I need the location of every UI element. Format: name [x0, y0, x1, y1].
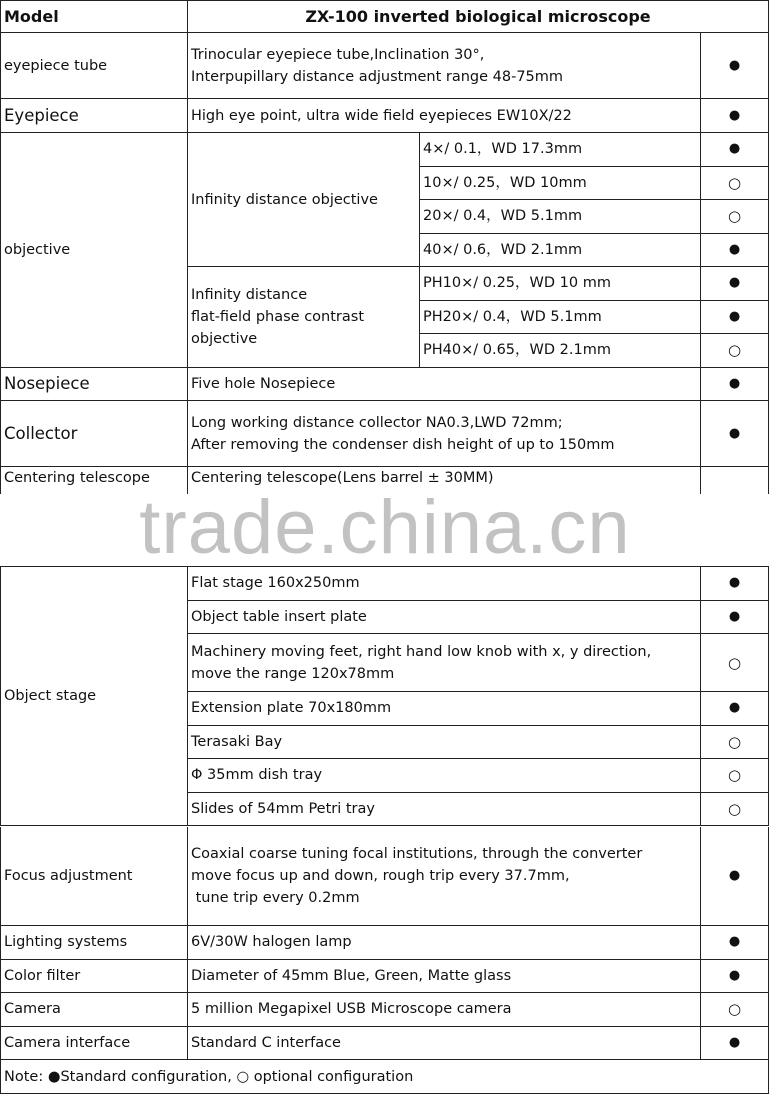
- eyepiece_tube-desc-line: Interpupillary distance adjustment range 48-75mm: [191, 68, 564, 85]
- objective-group-1: [188, 133, 420, 267]
- objective-spec-text: PH10×/ 0.25，WD 10 mm: [423, 275, 611, 292]
- objective-spec-text: 4×/ 0.1，WD 17.3mm: [423, 141, 583, 158]
- objective-mark-text: ●: [728, 308, 741, 324]
- objective-spec: [420, 301, 701, 335]
- object-stage-desc-line: Φ 35mm dish tray: [191, 767, 323, 784]
- eyepiece_tube-desc-lines: [191, 44, 563, 88]
- objective-mark-text: ○: [727, 173, 742, 192]
- objective-mark-text: ●: [728, 275, 741, 291]
- object-stage-mark: [701, 793, 769, 827]
- nosepiece-label-text: Nosepiece: [4, 374, 90, 393]
- objective-spec: [420, 133, 701, 167]
- object-stage-desc-line: Extension plate 70x180mm: [191, 700, 392, 717]
- eyepiece_tube-label: [0, 33, 188, 99]
- camera_interface-desc: [188, 1027, 701, 1061]
- color_filter-mark-text: ●: [728, 967, 741, 983]
- nosepiece-mark: [701, 368, 769, 401]
- objective-mark: [701, 167, 769, 201]
- objective-spec: [420, 200, 701, 234]
- camera_interface-label: [0, 1027, 188, 1061]
- collector-label: [0, 401, 188, 467]
- object-stage-mark: [701, 692, 769, 726]
- camera_interface-label-text: Camera interface: [4, 1034, 131, 1051]
- object-stage-mark-text: ●: [728, 700, 741, 716]
- object-stage-mark: [701, 759, 769, 793]
- focus-label-text: Focus adjustment: [4, 868, 133, 884]
- color_filter-mark: [701, 960, 769, 994]
- camera-mark: [701, 993, 769, 1027]
- objective-group-2: [188, 267, 420, 368]
- objective-group-1-lines: [191, 189, 378, 211]
- header-model: [0, 0, 188, 33]
- header-product-text: ZX-100 inverted biological microscope: [305, 6, 651, 26]
- nosepiece-mark-text: ●: [728, 376, 741, 391]
- object-stage-desc: [188, 759, 701, 793]
- eyepiece_tube-mark-text: ●: [728, 57, 741, 73]
- objective-spec-text: PH20×/ 0.4，WD 5.1mm: [423, 308, 602, 325]
- focus-desc-lines: [191, 843, 642, 909]
- object-stage-desc-lines: [191, 798, 375, 820]
- focus-desc: [188, 827, 701, 926]
- objective-mark-text: ●: [728, 141, 741, 157]
- focus-mark: [701, 827, 769, 926]
- object-stage-desc-line: Terasaki Bay: [191, 733, 283, 750]
- lighting-desc-line: 6V/30W halogen lamp: [191, 934, 352, 951]
- camera-desc-lines: [191, 998, 511, 1020]
- lighting-label-text: Lighting systems: [4, 934, 128, 951]
- object-stage-label-text: Object stage: [4, 688, 97, 704]
- object-stage-desc-lines: [191, 697, 391, 719]
- object-stage-mark-text: ○: [727, 732, 742, 751]
- color_filter-desc: [188, 960, 701, 994]
- centering-desc-line: Centering telescope(Lens barrel ± 30MM): [191, 470, 494, 486]
- object-stage-desc-line: Flat stage 160x250mm: [191, 575, 360, 592]
- focus-desc-line: move focus up and down, rough trip every 37.7mm,: [191, 868, 570, 884]
- objective-spec-text: PH40×/ 0.65，WD 2.1mm: [423, 342, 611, 359]
- object-stage-desc-line: move the range 120x78mm: [191, 665, 395, 682]
- eyepiece-mark-text: ●: [728, 107, 741, 123]
- color_filter-desc-lines: [191, 965, 511, 987]
- color_filter-desc-line: Diameter of 45mm Blue, Green, Matte glass: [191, 967, 512, 984]
- objective-mark: [701, 301, 769, 335]
- nosepiece-desc-lines: [191, 373, 335, 395]
- focus-mark-text: ●: [728, 868, 741, 883]
- object-stage-desc: [188, 601, 701, 635]
- objective-mark: [701, 267, 769, 301]
- object-stage-mark: [701, 601, 769, 635]
- lighting-mark-text: ●: [728, 934, 741, 950]
- eyepiece-label: [0, 99, 188, 133]
- color_filter-label-text: Color filter: [4, 967, 81, 984]
- eyepiece_tube-desc: [188, 33, 701, 99]
- eyepiece-label-text: Eyepiece: [4, 105, 79, 125]
- objective-spec: [420, 267, 701, 301]
- object-stage-mark: [701, 567, 769, 601]
- camera_interface-desc-line: Standard C interface: [191, 1034, 341, 1051]
- objective-mark-text: ○: [727, 341, 742, 360]
- objective-spec: [420, 334, 701, 368]
- collector-desc-line: Long working distance collector NA0.3,LWD 72mm;: [191, 414, 563, 431]
- lighting-desc-lines: [191, 931, 352, 953]
- camera-label-text: Camera: [4, 1001, 61, 1018]
- objective-mark: [701, 133, 769, 167]
- objective-spec: [420, 234, 701, 268]
- collector-label-text: Collector: [4, 423, 78, 443]
- object-stage-mark-text: ○: [727, 653, 742, 672]
- object-stage-mark: [701, 726, 769, 760]
- object-stage-desc: [188, 634, 701, 692]
- objective-spec-text: 40×/ 0.6，WD 2.1mm: [423, 241, 583, 258]
- object-stage-mark-text: ●: [728, 575, 741, 591]
- collector-desc-lines: [191, 412, 615, 456]
- eyepiece_tube-mark: [701, 33, 769, 99]
- nosepiece-label: [0, 368, 188, 401]
- header-product: [188, 0, 769, 33]
- collector-mark: [701, 401, 769, 467]
- object-stage-desc: [188, 793, 701, 827]
- objective-group-2-lines: [191, 284, 364, 350]
- collector-mark-text: ●: [728, 425, 741, 441]
- camera_interface-mark-text: ●: [728, 1034, 741, 1050]
- eyepiece_tube-label-text: eyepiece tube: [4, 57, 108, 74]
- camera-mark-text: ○: [727, 1000, 742, 1019]
- object-stage-label: [0, 567, 188, 826]
- object-stage-desc: [188, 726, 701, 760]
- focus-desc-line: tune trip every 0.2mm: [191, 890, 360, 906]
- object-stage-desc-lines: [191, 641, 651, 685]
- eyepiece_tube-desc-line: Trinocular eyepiece tube,Inclination 30°,: [191, 46, 485, 63]
- objective-spec: [420, 167, 701, 201]
- centering-label-text: Centering telescope: [4, 470, 150, 486]
- object-stage-mark: [701, 634, 769, 692]
- camera_interface-mark: [701, 1027, 769, 1061]
- objective-mark-text: ●: [728, 241, 741, 257]
- collector-desc-line: After removing the condenser dish height of up to 150mm: [191, 436, 615, 453]
- camera-desc: [188, 993, 701, 1027]
- objective-mark: [701, 200, 769, 234]
- focus-label: [0, 827, 188, 926]
- objective-spec-text: 20×/ 0.4，WD 5.1mm: [423, 208, 583, 225]
- objective-group-1-line: Infinity distance objective: [191, 191, 378, 208]
- objective-mark: [701, 334, 769, 368]
- camera_interface-desc-lines: [191, 1032, 341, 1054]
- note-text: Note: ●Standard configuration, ○ optional configuration: [4, 1068, 414, 1085]
- eyepiece-desc: [188, 99, 701, 133]
- objective-spec-text: 10×/ 0.25，WD 10mm: [423, 174, 587, 191]
- objective-mark-text: ○: [727, 207, 742, 226]
- objective-group-2-line: Infinity distance: [191, 286, 308, 303]
- objective-label-text: objective: [4, 241, 71, 258]
- objective-group-2-line: objective: [191, 330, 258, 347]
- watermark: trade.china.cn: [139, 485, 631, 570]
- object-stage-desc-line: Slides of 54mm Petri tray: [191, 800, 375, 817]
- object-stage-mark-text: ○: [727, 766, 742, 785]
- note: [0, 1060, 769, 1094]
- eyepiece-desc-lines: [191, 105, 572, 127]
- objective-group-2-line: flat-field phase contrast: [191, 308, 365, 325]
- objective-mark: [701, 234, 769, 268]
- lighting-label: [0, 926, 188, 960]
- object-stage-desc-lines: [191, 606, 367, 628]
- nosepiece-desc: [188, 368, 701, 401]
- object-stage-mark-text: ○: [727, 799, 742, 818]
- nosepiece-desc-line: Five hole Nosepiece: [191, 376, 336, 392]
- object-stage-desc-lines: [191, 572, 360, 594]
- object-stage-desc: [188, 692, 701, 726]
- eyepiece-mark: [701, 99, 769, 133]
- object-stage-desc: [188, 567, 701, 601]
- focus-desc-line: Coaxial coarse tuning focal institutions, through the converter: [191, 846, 643, 862]
- lighting-mark: [701, 926, 769, 960]
- header-model-text: Model: [4, 6, 59, 26]
- color_filter-label: [0, 960, 188, 994]
- eyepiece-desc-line: High eye point, ultra wide field eyepieces EW10X/22: [191, 107, 572, 124]
- lighting-desc: [188, 926, 701, 960]
- camera-desc-line: 5 million Megapixel USB Microscope camera: [191, 1001, 512, 1018]
- object-stage-mark-text: ●: [728, 608, 741, 624]
- collector-desc: [188, 401, 701, 467]
- camera-label: [0, 993, 188, 1027]
- object-stage-desc-line: Object table insert plate: [191, 608, 367, 625]
- object-stage-desc-lines: [191, 764, 322, 786]
- object-stage-desc-lines: [191, 731, 282, 753]
- objective-label: [0, 133, 188, 368]
- object-stage-desc-line: Machinery moving feet, right hand low knob with x, y direction,: [191, 643, 652, 660]
